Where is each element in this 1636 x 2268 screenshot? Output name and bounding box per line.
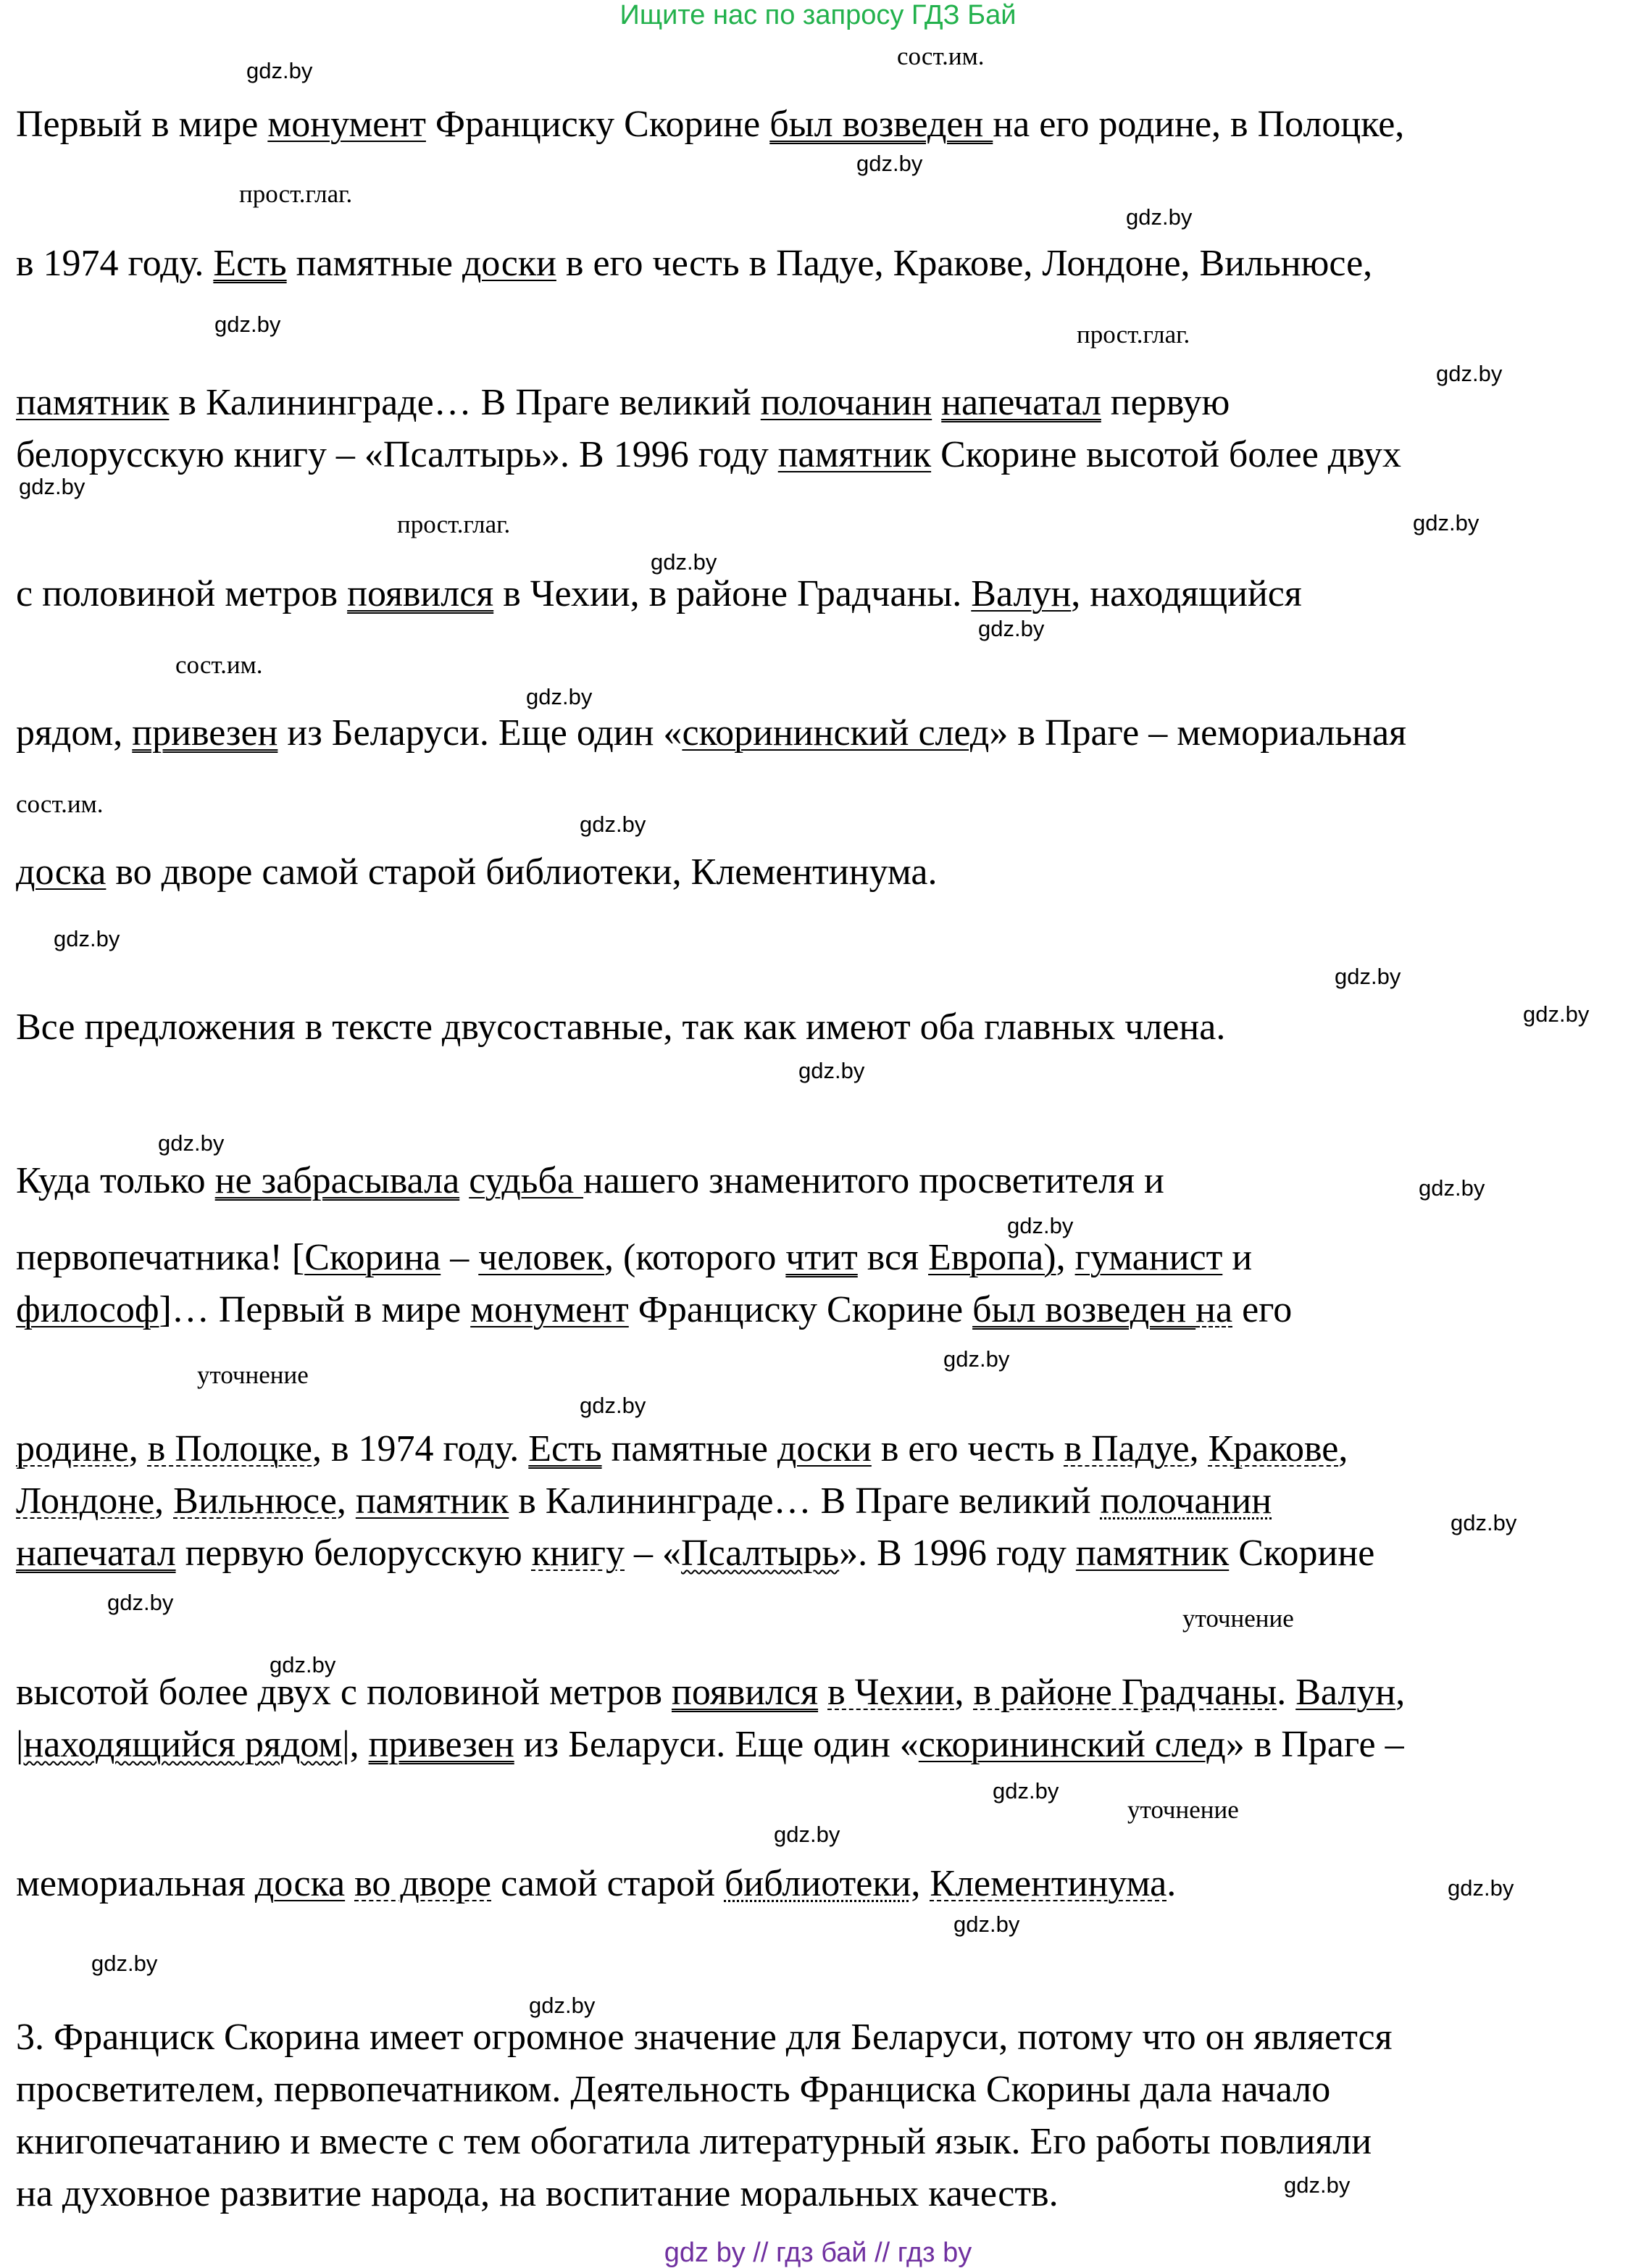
- watermark: gdz.by: [1451, 1510, 1517, 1535]
- watermark: gdz.by: [526, 684, 593, 709]
- watermark: gdz.by: [1413, 510, 1480, 535]
- header-banner: Ищите нас по запросу ГДЗ Бай: [619, 0, 1017, 30]
- watermark: gdz.by: [943, 1346, 1010, 1372]
- watermark: gdz.by: [856, 151, 923, 176]
- part1-line-5: с половиной метров появился в Чехии, в районе Градчаны. Валун, находящийся: [16, 573, 1302, 614]
- part1-line-4: белорусскую книгу – «Псалтырь». В 1996 году памятник Скорине высотой более двух: [16, 434, 1402, 475]
- watermark: gdz.by: [651, 549, 717, 575]
- part1-line-2: в 1974 году. Есть памятные доски в его честь в Падуе, Кракове, Лондоне, Вильнюсе,: [16, 243, 1373, 284]
- part2-line-1: Куда только не забрасывала судьба нашего знаменитого просветителя и: [16, 1160, 1164, 1201]
- part3-line-2: просветителем, первопечатником. Деятельность Франциска Скорины дала начало: [16, 2069, 1331, 2110]
- part1-line-3: памятник в Калининграде… В Праге великий полочанин напечатал первую: [16, 382, 1230, 423]
- watermark: gdz.by: [978, 616, 1045, 641]
- conclusion-text: Все предложения в тексте двусоставные, так как имеют оба главных члена.: [16, 1006, 1226, 1048]
- part2-line-6: напечатал первую белорусскую книгу – «Псалтырь». В 1996 году памятник Скорине: [16, 1533, 1375, 1574]
- watermark: gdz.by: [246, 58, 313, 83]
- watermark: gdz.by: [214, 312, 281, 337]
- part3-line-3: книгопечатанию и вместе с тем обогатила литературный язык. Его работы повлияли: [16, 2121, 1372, 2162]
- label-sost-im: сост.им.: [897, 42, 985, 70]
- watermark: gdz.by: [774, 1822, 840, 1847]
- part2-line-4: родине, в Полоцке, в 1974 году. Есть памятные доски в его честь в Падуе, Кракове,: [16, 1428, 1348, 1469]
- part2-line-7: высотой более двух с половиной метров появился в Чехии, в районе Градчаны. Валун,: [16, 1672, 1406, 1713]
- part3-line-1: 3. Франциск Скорина имеет огромное значение для Беларуси, потому что он является: [16, 2017, 1393, 2058]
- watermark: gdz.by: [107, 1590, 174, 1615]
- part2-line-9: мемориальная доска во дворе самой старой библиотеки, Клементинума.: [16, 1863, 1177, 1904]
- watermark: gdz.by: [529, 1993, 596, 2018]
- watermark: gdz.by: [580, 1393, 646, 1418]
- part2-line-8: |находящийся рядом|, привезен из Беларуси. Еще один «скорининский след» в Праге –: [16, 1724, 1404, 1765]
- watermark: gdz.by: [993, 1778, 1059, 1804]
- part1-line-1: Первый в мире монумент Франциску Скорине был возведен на его родине, в Полоцке,: [16, 104, 1405, 145]
- label-sost-im: сост.им.: [16, 790, 104, 818]
- watermark: gdz.by: [1523, 1001, 1590, 1027]
- watermark: gdz.by: [1436, 361, 1503, 386]
- watermark: gdz.by: [91, 1951, 158, 1976]
- watermark: gdz.by: [270, 1652, 336, 1677]
- part1-line-6: рядом, привезен из Беларуси. Еще один «скорининский след» в Праге – мемориальная: [16, 712, 1406, 754]
- watermark: gdz.by: [1007, 1213, 1074, 1238]
- part3-line-4: на духовное развитие народа, на воспитание моральных качеств.: [16, 2173, 1059, 2214]
- label-utochnenie: уточнение: [1127, 1796, 1239, 1824]
- watermark: gdz.by: [1419, 1175, 1485, 1201]
- watermark: gdz.by: [1448, 1875, 1514, 1901]
- watermark: gdz.by: [1126, 204, 1193, 230]
- label-prost-glag: прост.глаг.: [1077, 320, 1190, 349]
- label-sost-im: сост.им.: [175, 651, 263, 679]
- watermark: gdz.by: [158, 1130, 225, 1156]
- watermark: gdz.by: [1335, 964, 1401, 989]
- part2-line-3: философ]… Первый в мире монумент Франциску Скорине был возведен на его: [16, 1289, 1293, 1330]
- part1-line-7: доска во дворе самой старой библиотеки, Клементинума.: [16, 851, 938, 893]
- watermark: gdz.by: [19, 474, 85, 499]
- label-utochnenie: уточнение: [1182, 1604, 1294, 1633]
- part2-line-2: первопечатника! [Скорина – человек, (которого чтит вся Европа), гуманист и: [16, 1237, 1253, 1278]
- label-prost-glag: прост.глаг.: [239, 180, 353, 208]
- watermark: gdz.by: [1284, 2172, 1351, 2198]
- part2-line-5: Лондоне, Вильнюсе, памятник в Калининграде… В Праге великий полочанин: [16, 1480, 1272, 1522]
- watermark: gdz.by: [953, 1911, 1020, 1937]
- footer-banner: gdz by // гдз бай // гдз by: [664, 2238, 972, 2268]
- watermark: gdz.by: [54, 926, 120, 951]
- watermark: gdz.by: [580, 812, 646, 837]
- watermark: gdz.by: [798, 1058, 865, 1083]
- label-prost-glag: прост.глаг.: [397, 510, 511, 538]
- label-utochnenie: уточнение: [197, 1361, 309, 1389]
